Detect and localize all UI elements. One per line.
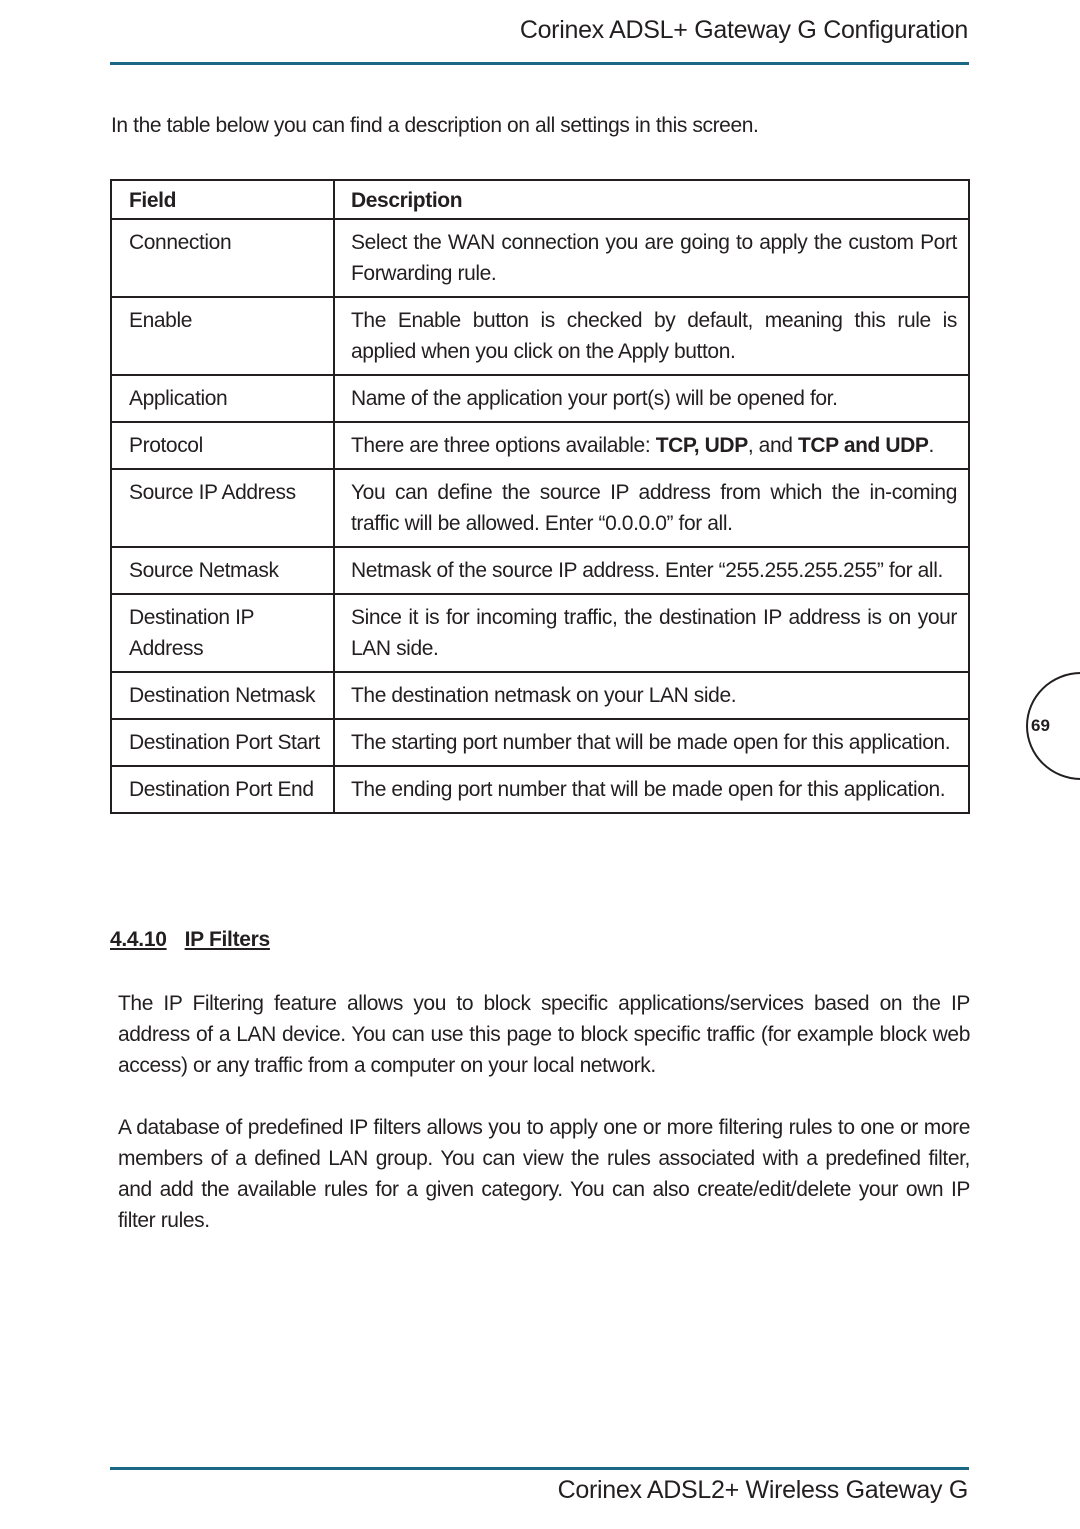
table-row bbox=[111, 297, 969, 375]
protocol-option-tcp-udp: TCP, UDP bbox=[655, 434, 748, 457]
protocol-desc-mid: , and bbox=[747, 434, 798, 457]
settings-table bbox=[110, 179, 970, 814]
description-cell: Since it is for incoming traffic, the destination IP address is on your LAN side. bbox=[334, 594, 969, 672]
page-number: 69 bbox=[1031, 716, 1050, 735]
field-cell: Connection bbox=[111, 219, 334, 297]
protocol-desc-suffix: . bbox=[928, 434, 934, 457]
description-cell: The ending port number that will be made open for this application. bbox=[334, 766, 969, 813]
body-paragraph: A database of predefined IP filters allows you to apply one or more filtering rules to one or more members of a defined LAN group. You can view the rules associated with a predefined filter, and add the available rules for a given category. You can also create/edit/delete your own IP filter rules. bbox=[118, 1116, 970, 1232]
running-footer-title: Corinex ADSL2+ Wireless Gateway G bbox=[557, 1476, 968, 1504]
field-cell: Source IP Address bbox=[111, 469, 334, 547]
table-row bbox=[111, 594, 969, 672]
description-column-header: Description bbox=[334, 180, 969, 219]
protocol-option-tcp-and-udp: TCP and UDP bbox=[797, 434, 929, 457]
description-cell: Name of the application your port(s) will be opened for. bbox=[334, 375, 969, 422]
table-row bbox=[111, 219, 969, 297]
table-row bbox=[111, 766, 969, 813]
description-cell: The destination netmask on your LAN side. bbox=[334, 672, 969, 719]
table-row bbox=[111, 672, 969, 719]
running-header-title: Corinex ADSL+ Gateway G Configuration bbox=[519, 16, 968, 44]
field-cell: Destination IP Address bbox=[111, 594, 334, 672]
table-row bbox=[111, 719, 969, 766]
field-cell: Destination Port End bbox=[111, 766, 334, 813]
section-title: IP Filters bbox=[184, 928, 270, 951]
description-cell: The starting port number that will be made open for this application. bbox=[334, 719, 969, 766]
table-header-row bbox=[111, 180, 969, 219]
header-rule bbox=[110, 62, 969, 65]
field-cell: Destination Netmask bbox=[111, 672, 334, 719]
table-row bbox=[111, 422, 969, 469]
section-number: 4.4.10 bbox=[110, 928, 167, 951]
description-cell bbox=[334, 422, 969, 469]
field-cell: Application bbox=[111, 375, 334, 422]
field-column-header: Field bbox=[111, 180, 334, 219]
table-row bbox=[111, 469, 969, 547]
description-cell: Select the WAN connection you are going to apply the custom Port Forwarding rule. bbox=[334, 219, 969, 297]
field-cell: Protocol bbox=[111, 422, 334, 469]
body-paragraph: The IP Filtering feature allows you to block specific applications/services based on the IP address of a LAN device. You can use this page to block specific traffic (for example block web access) or any traffic from a computer on your local network. bbox=[118, 992, 970, 1077]
description-cell: The Enable button is checked by default, meaning this rule is applied when you click on the Apply button. bbox=[334, 297, 969, 375]
section-heading bbox=[110, 928, 270, 952]
table-row bbox=[111, 375, 969, 422]
table-row bbox=[111, 547, 969, 594]
field-cell: Destination Port Start bbox=[111, 719, 334, 766]
field-cell: Enable bbox=[111, 297, 334, 375]
intro-text: In the table below you can find a description on all settings in this screen. bbox=[111, 114, 759, 137]
field-cell: Source Netmask bbox=[111, 547, 334, 594]
protocol-desc-prefix: There are three options available: bbox=[351, 434, 656, 457]
footer-rule bbox=[110, 1467, 969, 1470]
description-cell: Netmask of the source IP address. Enter “255.255.255.255” for all. bbox=[334, 547, 969, 594]
description-cell: You can define the source IP address from which the in-coming traffic will be allowed. Enter “0.0.0.0” for all. bbox=[334, 469, 969, 547]
